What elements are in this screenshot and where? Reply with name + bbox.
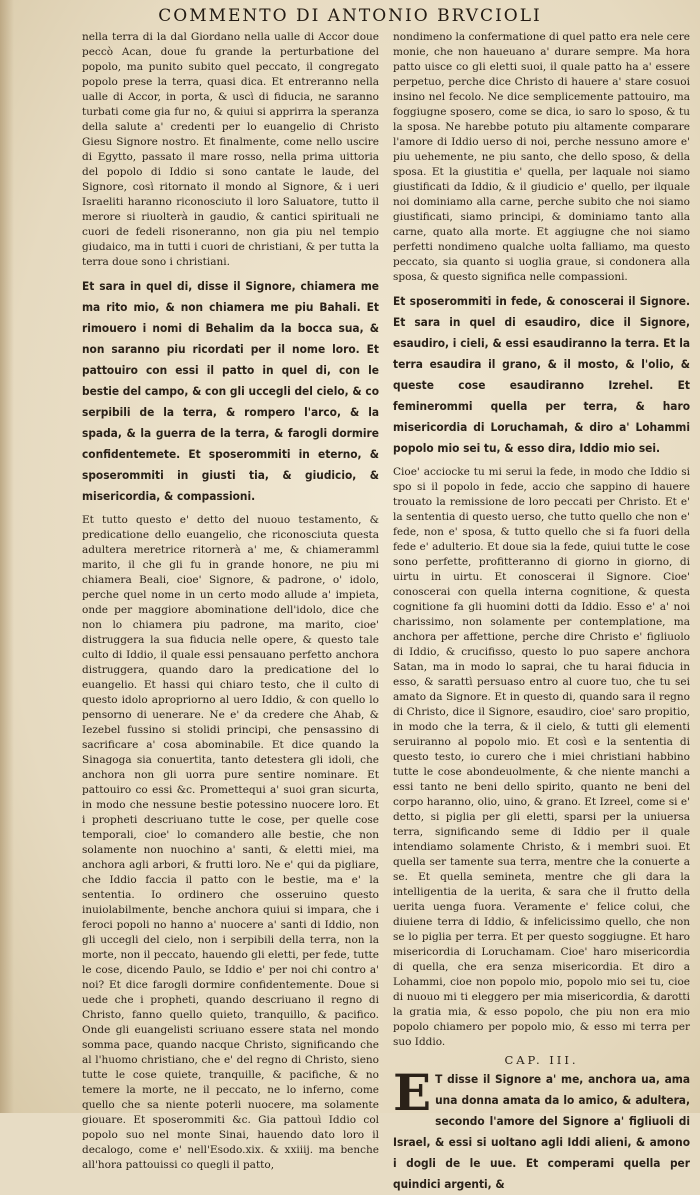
commentary-paragraph: Et tutto questo e' detto del nuouo testamento, & predicatione dello euangelio, che riconosciuta questa adultera meretrice ritornerà a' me, & chiameramml marito, il che gli fu in grande honore, ne piu mi chiamera Beali, cioe' Signore, & padrone, o' idolo, perche quel nome in un certo modo allude a' impieta, onde per maggiore abominatione dell'idolo, dice che non lo chiamera piu padrone, ma marito, cioe' distruggera la sua fiducia nelle opere, & questo tale culto di Iddio, il quale essi pensauano perfetto anchora distruggera, quando daro la predicatione del lo euangelio. Et hassi qui chiaro testo, che il culto di questo idolo apropriorno al uero Iddio, & con quello lo pensorno di uenerare. Ne e' da credere che Ahab, & Iezebel fussino si stolidi principi, che pensassino di sacrificare a' cosa abominabile. Et dice quando la Sinagoga sia conuertita, tanto detestera gli idoli, che anchora non gli uorra pure sentire nominare. Et pattouiro co essi &c. Promettequi a' suoi gran sicurta, in modo che nessune bestie potessino nuocere loro. Et i propheti descriuano tutte le cose, per quelle cose temporali, cioe' lo comandero alle bestie, che non solamente non nuochino a' santi, & eletti miei, ma anchora agli arbori, & frutti loro. Ne e' qui da pigliare, che Iddio faccia il patto con le bestie, ma e' la sententia. Io ordinero che osseruino questo inuiolabilmente, benche anchora quiui si impara, che i feroci popoli no hanno a' nuocere a' santi di Iddio, non gli uccegli del cielo, non i serpibili della terra, non la morte, non il peccato, hauendo gli eletti, per fede, tutte le cose, dicendo Paulo, se Iddio e' per noi chi contro a' noi? Et dice farogli dormire confidentemente. Doue si uede che i propheti, quando descriuano il regno di Christo, fanno quello quieto, tranquillo, & pacifico. Onde gli euangelisti scriuano essere stata nel mondo somma pace, quando nacque Christo, significando che al l'huomo christiano, che e' del regno di Christo, sieno tutte le cose quiete, tranquille, & pacifiche, & no temere la morte, ne il peccato, ne lo inferno, come quello che sa niente poterli nuocere, ma solamente giouare. Et sposerommiti &c. Gia pattouì Iddio col popolo suo nel monte Sinai, hauendo dato loro il decalogo, come e' nell'Esodo.xix. & xxiiij. ma benche all'hora pattouissi co quegli il patto, [82, 514, 379, 1171]
scripture-passage: Et sara in quel di, disse il Signore, chiamera me ma rito mio, & non chiamera me piu Bahali. Et rimouero i nomi di Behalim da la bocca sua, & non saranno piu ricordati per il nome loro. Et pattouiro con essi il patto in quel di, con le bestie del campo, & con gli uccegli del cielo, & co serpibili de la terra, & rompero l'arco, & la spada, & la guerra de la terra, & farogli dormire confidentemete. Et sposerommiti in eterno, & sposerommiti in giusti tia, & giudicio, & misericordia, & compassioni. [82, 279, 379, 503]
scripture-passage: T disse il Signore a' me, anchora ua, ama una donna amata da lo amico, & adultera, secondo l'amore del Signore a' figliuoli di Israel, & essi si uoltano agli Iddi alieni, & amono i dogli de le uue. Et comperami quella per quindici argenti, & [393, 1072, 690, 1191]
right-column [393, 30, 690, 1191]
commentary-paragraph: Cioe' acciocke tu mi serui la fede, in modo che Iddio si spo si il popolo in fede, accio che sappino di hauere trouato la remissione de loro peccati per Christo. Et e' la sententia di questo uerso, che tutto quello che non e' fede, non e' sposa, & tutto quello che si fa fuori della fede e' adulterio. Et doue sia la fede, quiui tutte le cose sono perfette, profitteranno di giorno in giorno, di uirtu in uirtu. Et conoscerai il Signore. Cioe' conoscerai con quella interna cognitione, & questa cognitione fa gli huomini dotti da Iddio. Esso e' a' noi charissimo, non solamente per contemplatione, ma anchora per affettione, perche dire Christo e' figliuolo di Iddio, & crucifisso, questo lo puo sapere anchora Satan, ma in modo lo saprai, che tu harai fiducia in esso, & sarattì persuaso entro al cuore tuo, che tu sei amato da Signore. Et in questo di, quando sara il regno di Christo, dice il Signore, esaudiro, cioe' saro propitio, in modo che la terra, & il cielo, & tutti gli elementi seruiranno al popolo mio. Et così e la sententia di questo testo, io curero che i miei christiani habbino tutte le cose abondeuolmente, & che niente manchi a essi tanto ne beni dello spirito, quanto ne beni del corpo haranno, olio, uino, & grano. Et Izreel, come si e' detto, si piglia per gli eletti, sparsi per la uniuersa terra, significando seme di Iddio per il quale intendiamo solamente Christo, & i membri suoi. Et quella ser tamente sua terra, mentre che la conuerte a se. Et quella semineta, mentre che gli dara la intelligentia de la uerita, & sara che il frutto della uerita uenga fuora. Veramente e' felice colui, che diuiene terra di Iddio, & infelicissimo quello, che non se lo piglia per terra. Et per questo soggiugne. Et haro misericordia di Loruchamam. Cioe' haro misericordia di quella, che era senza misericordia. Et diro a Lohammi, cioe non popolo mio, popolo mio sei tu, cioe di nuouo mi ti eleggero per mia misericordia, & darotti la gratia mia, & esso popolo, che piu non era mio popolo chiamero per popolo mio, & esso mi terra per suo Iddio. [393, 466, 690, 1048]
left-column [82, 30, 379, 1171]
commentary-paragraph: nella terra di la dal Giordano nella ualle di Accor doue peccò Acan, doue fu grande la perturbatione del popolo, ma punito subito quel peccato, il congregato popolo prese la terra, quasi dica. Et entreranno nella ualle di Accor, in porta, & uscì di fiducia, ne saranno turbati come gia fur no, & quiui si apprirra la speranza della salute a' credenti per lo euangelio di Christo Giesu Signore nostro. Et finalmente, come nello uscire di Egytto, passato il mare rosso, nella prima uittoria del popolo di Iddio si sono cantate le laude, del Signore, così ritornato il mondo al Signore, & i ueri Israeliti haranno riconosciuto il loro Saluatore, tutto il merore si riuolterà in gaudio, & cantici spirituali ne cuori de fedeli risoneranno, non gia piu nel tempio giudaico, ma in tutti i cuori de christiani, & per tutta la terra doue sono i christiani. [82, 31, 379, 268]
binding-shadow [0, 0, 14, 1113]
commentary-paragraph: nondimeno la confermatione di quel patto era nele cere monie, che non haueuano a' durare sempre. Ma hora patto uisce co gli eletti suoi, il quale patto ha a' essere perpetuo, perche dice Christo di hauere a' stare cosuoi insino nel fecolo. Ne dice semplicemente pattouiro, ma foggiugne sposero, come se dica, io saro lo sposo, & tu la sposa. Ne harebbe potuto piu altamente comparare l'amore di Iddio uerso di noi, perche nessuno amore e' piu uehemente, ne piu santo, che dello sposo, & della sposa. Et la giustitia e' quella, per laquale noi siamo giustificati da Iddio, & il giudicio e' quello, per ilquale noi dominiamo alla carne, perche subito che noi siamo giustificati, siamo principi, & dominiamo tanto alla carne, quato alla morte. Et aggiugne che noi siamo perfetti nondimeno qualche uolta falliamo, ma questo peccato, sia quanto si uoglia graue, si condonera alla sposa, & questo significa nelle compassioni. [393, 31, 690, 283]
chapter-opening [393, 1063, 690, 1195]
scripture-passage: Et sposerommiti in fede, & conoscerai il Signore. Et sara in quel di esaudiro, dice il Signore, esaudiro, i cieli, & essi esaudiranno la terra. Et la terra esaudira il grano, & il mosto, & l'olio, & queste cose esaudiranno Izrehel. Et feminerommi quella per terra, & haro misericordia di Loruchamah, & diro a' Lohammi popolo mio sei tu, & esso dira, Iddio mio sei. [393, 294, 690, 455]
chapter-heading: CAP. III. [504, 1053, 579, 1067]
running-header: COMMENTO DI ANTONIO BRVCIOLI [158, 6, 542, 26]
two-column-body [82, 30, 692, 1191]
drop-cap: E [393, 1063, 432, 1122]
